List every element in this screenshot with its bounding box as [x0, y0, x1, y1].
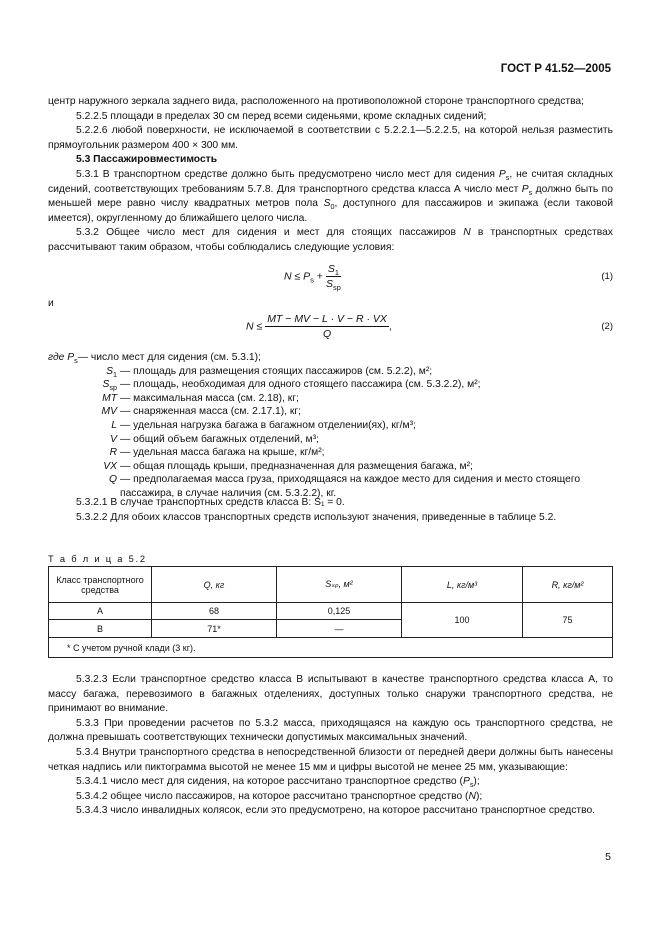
clause-5-3-2-2: 5.3.2.2 Для обоих классов транспортных средств используют значения, приведенные в таблице 5.2.	[76, 511, 557, 523]
definition-row: VX — общая площадь крыши, предназначенная для размещения багажа, м²;	[103, 460, 473, 472]
definition-row: MV — снаряженная масса (см. 2.17.1), кг;	[101, 406, 302, 418]
col-header-ssp: Sₛₚ, м²	[277, 567, 402, 603]
page-number: 5	[605, 851, 611, 863]
clause-5-2-2-5: 5.2.2.5 площади в пределах 30 см перед всеми сиденьями, кроме складных сидений;	[76, 110, 487, 122]
table-footnote: * С учетом ручной клади (3 кг).	[49, 638, 613, 658]
cell-q: 68	[152, 603, 277, 620]
clause-5-3-4-1: 5.3.4.1 число мест для сидения, на которое рассчитано транспортное средство $(P_s)$;	[76, 776, 480, 790]
definition-row: V — общий объем багажных отделений, м³;	[110, 433, 319, 445]
section-5-3-heading: 5.3 Пассажировместимость	[76, 154, 218, 166]
table-5-2	[48, 566, 613, 658]
clause-5-3-3: 5.3.3 При проведении расчетов по 5.3.2 масса, приходящаяся на каждую ось транспортного средства, не должна превышать соответствующих технически допустимых максимальных значений.	[48, 717, 613, 744]
definition-row: R — удельная масса багажа на крыше, кг/м²;	[109, 447, 325, 459]
col-header-q: Q, кг	[152, 567, 277, 603]
clause-5-3-4-2: 5.3.4.2 общее число пассажиров, на которое рассчитано транспортное средство (N);	[76, 790, 483, 802]
cell-l-merged: 100	[402, 603, 523, 638]
cell-ssp: 0,125	[277, 603, 402, 620]
col-header-r: R, кг/м²	[523, 567, 613, 603]
formula-2-number: (2)	[601, 321, 613, 332]
clause-5-3-2-3: 5.3.2.3 Если транспортное средство класса В испытывают в качестве транспортного средства класса А, то массу багажа, перевозимого в багажных отделениях, доступных только снаружи транспортного средства, не принимают во внимание.	[48, 674, 613, 715]
clause-5-2-2-6: 5.2.2.6 любой поверхности, не исключаемой в соответствии с 5.2.2.1—5.2.2.5, на которой нельзя разместить прямоугольник размером 400 × 300 мм.	[48, 125, 613, 151]
cell-r-merged: 75	[523, 603, 613, 638]
cell-ssp: —	[277, 620, 402, 638]
clause-5-3-4-3: 5.3.4.3 число инвалидных колясок, если это предусмотрено, на которое рассчитано транспортное средство.	[76, 805, 596, 817]
col-header-class: Класс транспортного средства	[49, 567, 152, 603]
doc-header-code: ГОСТ Р 41.52—2005	[500, 63, 611, 75]
clause-5-3-2-1: 5.3.2.1 В случае транспортных средств класса В: S₁ = 0.	[76, 497, 345, 508]
and-word: и	[48, 298, 54, 309]
continuation-paragraph: центр наружного зеркала заднего вида, расположенного на противоположной стороне транспортного средства;	[48, 96, 585, 107]
definition-row: MT — максимальная масса (см. 2.18), кг;	[102, 392, 299, 404]
table-footnote-row	[49, 638, 613, 658]
col-header-l: L, кг/м³	[402, 567, 523, 603]
clause-5-3-1: 5.3.1 В транспортном средстве должно быть предусмотрено число мест для сидения $P_s$, не считая складных сидений, соответствующих требованиям 5.7.8. Для транспортного средства класса А число мест $P_s$ должно быть по меньшей мере равно числу квадратных метров пола $S_0$, доступного для пассажиров и экипажа (если таковой имеется), округленному до ближайшего целого числа.	[48, 168, 613, 224]
cell-q: 71*	[152, 620, 277, 638]
formula-1: $N \le P_s$ + $\frac{S_1}{S_{sp}}$	[284, 263, 341, 293]
cell-class: А	[49, 603, 152, 620]
symbol-definitions	[48, 351, 613, 501]
definition-row: где $P_s$ — число мест для сидения (см. 5.3.1);	[48, 352, 261, 366]
clause-5-3-2: 5.3.2 Общее число мест для сидения и мест для стоящих пассажиров N в транспортных средствах рассчитывают таким образом, чтобы соблюдались следующие условия:	[48, 227, 613, 253]
formula-1-number: (1)	[601, 271, 613, 282]
table-row	[49, 603, 613, 620]
definition-row: $S_1$ — площадь для размещения стоящих пассажиров (см. 5.2.2), м²;	[106, 365, 433, 379]
cell-class: В	[49, 620, 152, 638]
formula-2: N ≤ $\frac{MT - MV - L \cdot V - R \cdot VX}{Q}$ ,	[246, 313, 392, 340]
clauses-5-3-2-1-2	[48, 496, 613, 525]
lower-text-block	[48, 673, 613, 819]
definition-row: $S_{sp}$ — площадь, необходимая для одного стоящего пассажира (см. 5.3.2.2), м²;	[102, 379, 481, 393]
upper-text-block	[48, 95, 613, 256]
table-header-row	[49, 567, 613, 603]
table-caption: Т а б л и ц а 5.2	[48, 554, 147, 564]
clause-5-3-4: 5.3.4 Внутри транспортного средства в непосредственной близости от передней двери должны быть нанесены четкая надпись или пиктограмма высотой не менее 15 мм и цифры высотой не менее 25 мм, указывающие:	[48, 746, 613, 773]
definition-row: L — удельная нагрузка багажа в багажном отделении(ях), кг/м³;	[111, 419, 416, 431]
definition-row: Q — предполагаемая масса груза, приходящаяся на каждое место для сидения и место стоящего пассажира, в случае наличия (см. 5.3.2.2), кг.	[108, 474, 581, 499]
